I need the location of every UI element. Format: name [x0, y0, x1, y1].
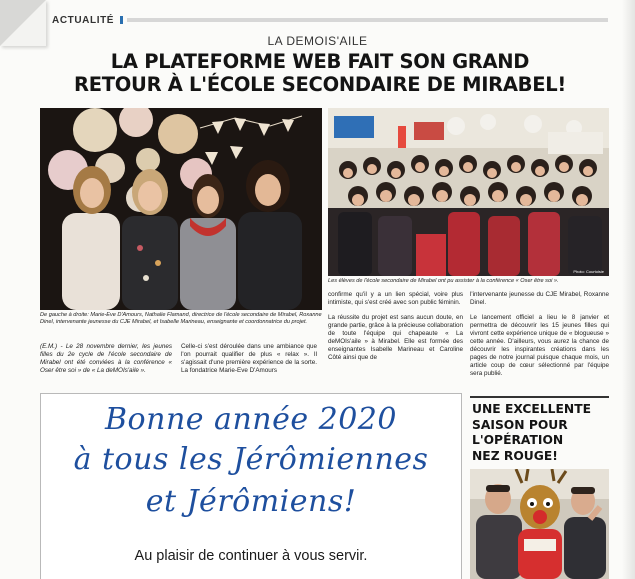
page-edge-shadow	[622, 0, 635, 579]
article-column-1	[40, 343, 172, 382]
section-mark	[120, 16, 123, 24]
section-rule	[127, 18, 608, 22]
sidebar-title-line-4: NEZ ROUGE!	[472, 448, 558, 463]
sidebar-rule	[470, 396, 609, 398]
article-column-2	[181, 343, 317, 382]
new-year-advertisement	[40, 393, 462, 579]
ad-greeting-line-2: à tous les Jérômiennes	[73, 442, 429, 477]
article-paragraph: Le lancement officiel a lieu le 8 janvier et permettra de découvrir les 15 jeunes filles qui vivront cette expérience unique de « blogueuse » cette année. D'ailleurs, vous aurez la chance de découvrir les inspirantes créations dans les pages de notre journal puisque chaque mois, un article coup de cœur sélectionné par l'équipe sera publié.	[470, 314, 609, 377]
sidebar-title-line-3: L'OPÉRATION	[472, 433, 564, 447]
sidebar-title-line-2: SAISON POUR	[472, 417, 568, 432]
photo-students-group	[328, 108, 609, 276]
ad-greeting-line-3: et Jérômiens!	[145, 484, 357, 519]
section-label: ACTUALITÉ	[52, 14, 115, 26]
sidebar-title-line-1: UNE EXCELLENTE	[472, 402, 591, 416]
article-paragraph: confirme qu'il y a un lien spécial, voire plus intimiste, qui s'est créé avec son public féminin.	[328, 291, 463, 306]
article-paragraph: Celle-ci s'est déroulée dans une ambiance que l'on pourrait qualifier de plus « relax ». Il s'agissait d'une première expérience de la sorte. La fondatrice Marie-Eve D'Amours	[181, 343, 317, 374]
photo-four-women	[40, 108, 322, 310]
article-column-3	[328, 291, 463, 369]
sidebar-headline	[472, 402, 609, 464]
photo-nez-rouge-mascot	[470, 469, 609, 579]
article-intro: (E.M.) - Le 28 novembre dernier, les jeunes filles du 2e cycle de l'école secondaire de Mirabel ont été conviées à la conférence « Oser être soi » de « La deMOIs'aile ».	[40, 343, 172, 374]
ad-service-line: Au plaisir de continuer à vous servir.	[134, 548, 368, 564]
ad-greeting-line-1: Bonne année 2020	[105, 402, 397, 437]
section-header	[40, 15, 608, 25]
article-paragraph: La réussite du projet est sans aucun doute, en grande partie, grâce à la précieuse collaboration de toute l'équipe qui chapeaute « La deMOIs'aile » à Mirabel. Elle est formée des enseignantes Isabelle Marineau et Caroline Côté ainsi que de	[328, 314, 463, 361]
photo-credit: Photo: Courtoisie	[573, 269, 604, 274]
headline-line-2: RETOUR À L'ÉCOLE SECONDAIRE DE MIRABEL!	[74, 73, 566, 96]
photo-right-caption: Les élèves de l'école secondaire de Mirabel ont pu assister à la conférence « Oser être soi ».	[328, 278, 559, 284]
photo-left-caption: De gauche à droite: Marie-Eve D'Amours, Nathalie Flamand, directrice de l'école secondaire de Mirabel, Roxanne Dinel, intervenante jeunesse du CJE Mirabel, et Isabelle Marineau, enseignante et coordonnatrice du projet.	[40, 312, 322, 326]
article-headline	[30, 50, 610, 96]
article-column-4	[470, 291, 609, 385]
headline-line-1: LA PLATEFORME WEB FAIT SON GRAND	[110, 50, 530, 73]
article-kicker: LA DEMOIS'AILE	[267, 34, 368, 48]
article-paragraph: l'intervenante jeunesse du CJE Mirabel, Roxanne Dinel.	[470, 291, 609, 306]
